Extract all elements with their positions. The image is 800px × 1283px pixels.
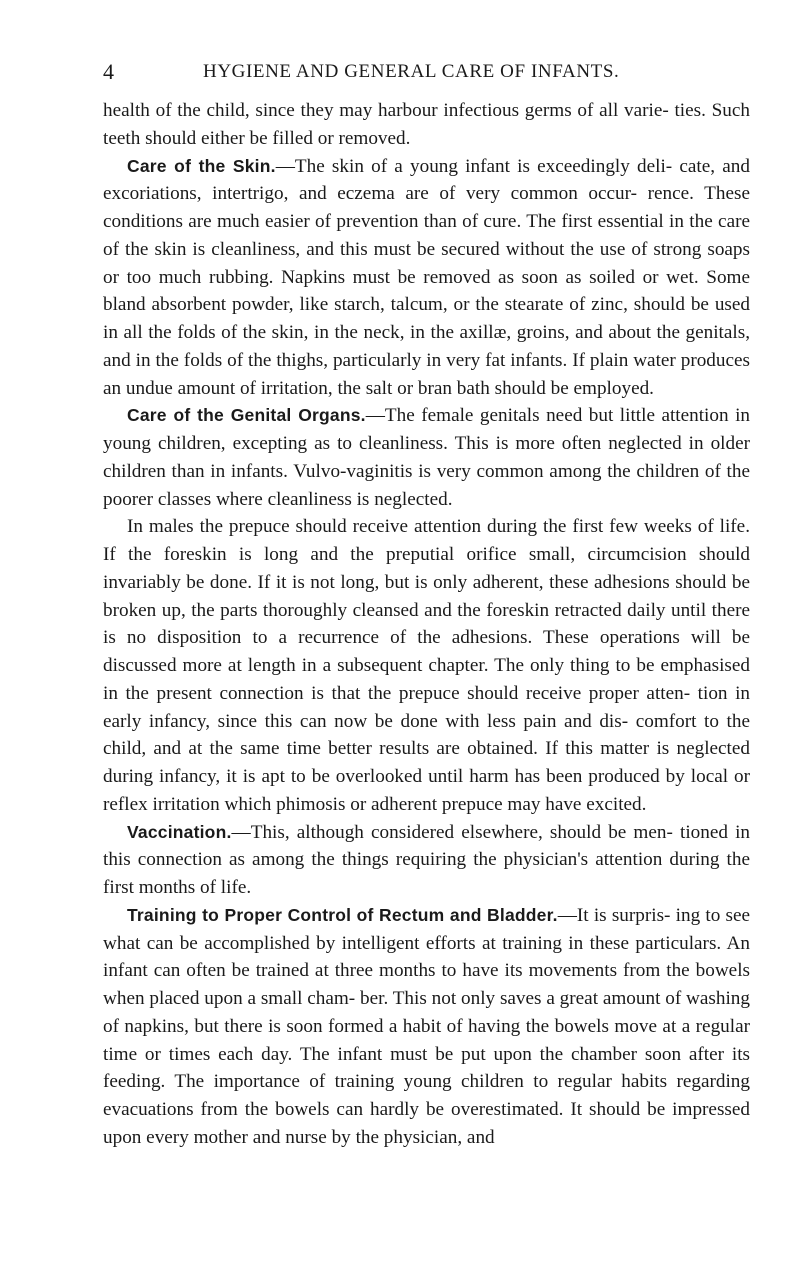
paragraph-text: —It is surpris- ing to see what can be accomplished by intelligent efforts at training in these particulars. An infant can often be trained at three months to have its movements from the bowels when placed upon a small cham- ber. This not only saves a great amount of washing of napkins, but there is soon formed a habit of having the bowels move at a regular time or times each day. The infant must be put upon the chamber soon after its feeding. The importance of training young children to regular habits regarding evacuations from the bowels can hardly be overestimated. It should be impressed upon every mother and nurse by the physician, and bbox=[103, 904, 750, 1148]
paragraph-text: —This, although considered elsewhere, should be men- tioned in this connection as among the things requiring the physician's attention during the first months of life. bbox=[103, 821, 750, 898]
paragraph-training bbox=[103, 902, 750, 1152]
body-text bbox=[103, 97, 750, 1152]
section-heading-vaccination: Vaccination. bbox=[127, 821, 232, 842]
paragraph-text: health of the child, since they may harbour infectious germs of all varie- ties. Such teeth should either be filled or removed. bbox=[103, 100, 750, 149]
running-head bbox=[103, 58, 753, 86]
paragraph-teeth-continued bbox=[103, 97, 750, 153]
section-heading-care-of-genital-organs: Care of the Genital Organs. bbox=[127, 405, 366, 426]
paragraph-care-of-genital-organs bbox=[103, 402, 750, 513]
page-number: 4 bbox=[103, 59, 114, 84]
paragraph-text: —The female genitals need but little attention in young children, excepting as to cleanliness. This is more often neglected in older children than in infants. Vulvo-vaginitis is very common among the children of the poorer classes where cleanliness is neglected. bbox=[103, 405, 750, 510]
paragraph-text: —The skin of a young infant is exceedingly deli- cate, and excoriations, intertrigo, and eczema are of very common occur- rence. These conditions are much easier of prevention than of cure. The first essential in the care of the skin is cleanliness, and this must be secured without the use of strong soaps or too much rubbing. Napkins must be removed as soon as soiled or wet. Some bland absorbent powder, like starch, talcum, or the stearate of zinc, should be used in all the folds of the skin, in the neck, in the axillæ, groins, and about the genitals, and in the folds of the thighs, particularly in very fat infants. If plain water produces an undue amount of irritation, the salt or bran bath should be employed. bbox=[103, 155, 750, 399]
running-title: HYGIENE AND GENERAL CARE OF INFANTS. bbox=[203, 61, 620, 82]
paragraph-prepuce bbox=[103, 513, 750, 818]
section-heading-care-of-skin: Care of the Skin. bbox=[127, 155, 276, 176]
section-heading-training: Training to Proper Control of Rectum and Bladder. bbox=[127, 904, 558, 925]
paragraph-vaccination bbox=[103, 819, 750, 902]
paragraph-text: In males the prepuce should receive attention during the first few weeks of life. If the foreskin is long and the preputial orifice small, circumcision should invariably be done. If it is not long, but is only adherent, these adhesions should be broken up, the parts thoroughly cleansed and the foreskin retracted daily until there is no disposition to a recurrence of the adhesions. These operations will be discussed more at length in a subsequent chapter. The only thing to be emphasised in the present connection is that the prepuce should receive proper atten- tion in early infancy, since this can now be done with less pain and dis- comfort to the child, and at the same time better results are obtained. If this matter is neglected during infancy, it is apt to be overlooked until harm has been produced by local or reflex irritation which phimosis or adherent prepuce may have excited. bbox=[103, 516, 750, 815]
paragraph-care-of-skin bbox=[103, 153, 750, 403]
